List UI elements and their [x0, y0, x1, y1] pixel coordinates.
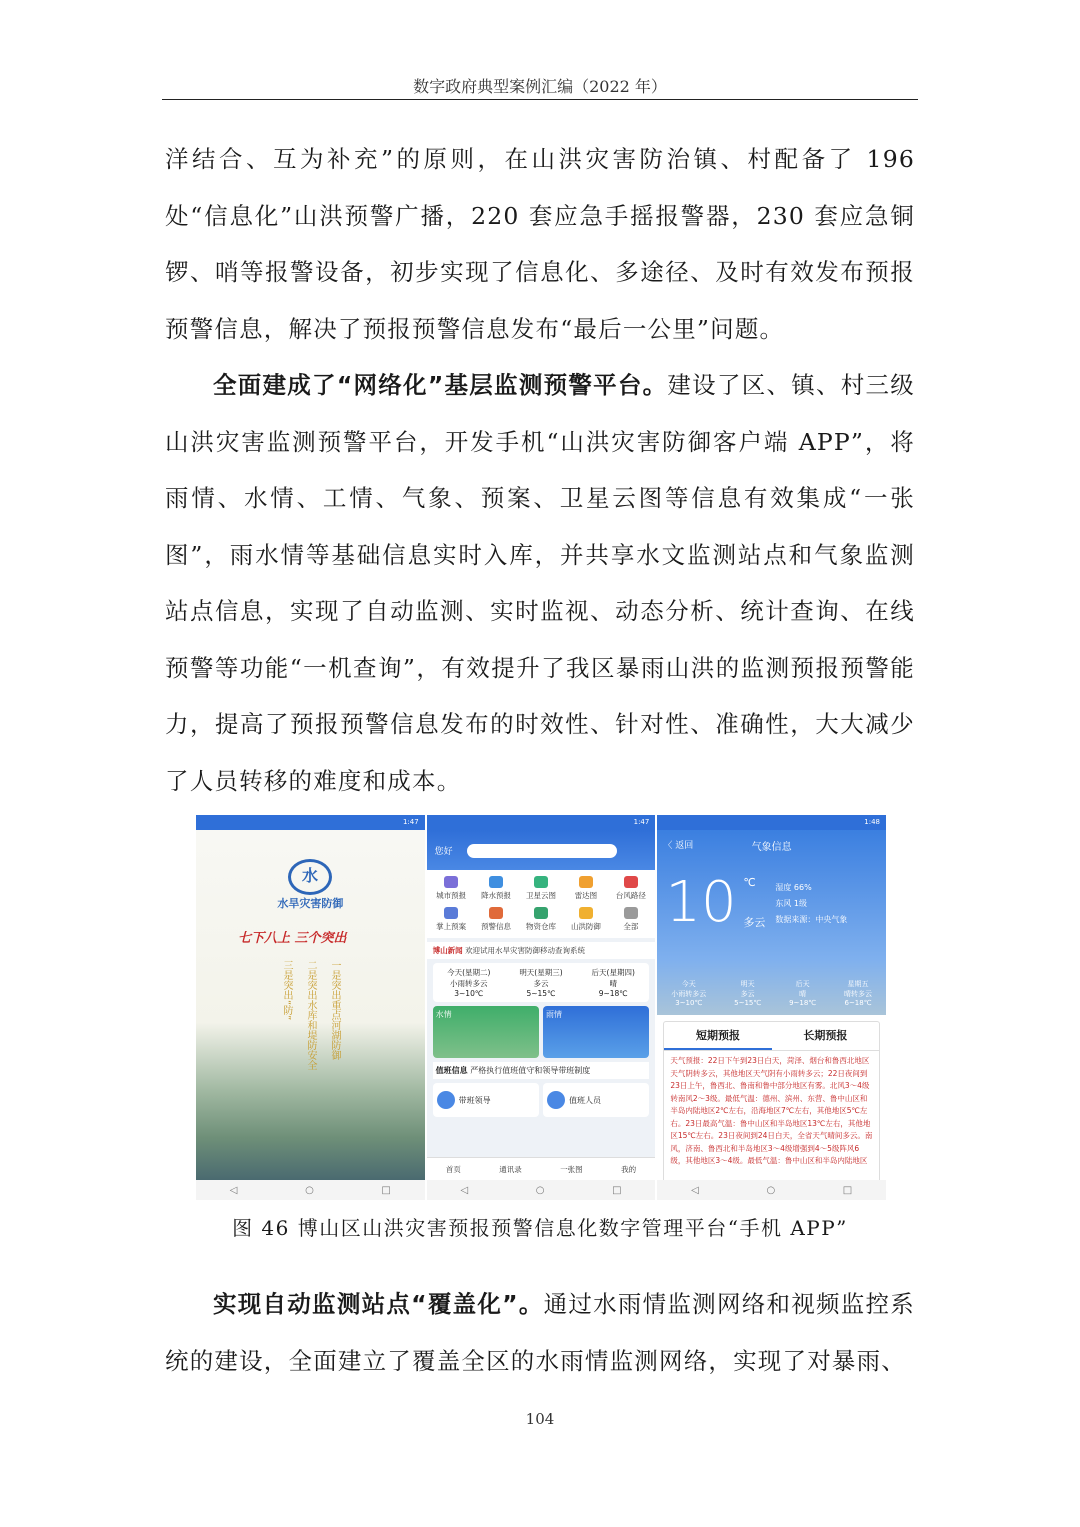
slogan: 七下八上 三个突出	[238, 931, 347, 946]
agency-logo-icon: 水	[288, 859, 332, 895]
paragraph-3-lead: 实现自动监测站点“覆盖化”。	[213, 1290, 544, 1318]
header-divider	[162, 99, 918, 100]
satellite-icon	[534, 876, 548, 888]
running-header: 数字政府典型案例汇编（2022 年）	[413, 77, 667, 96]
system-nav-bar	[196, 1180, 425, 1200]
search-input[interactable]	[467, 844, 617, 858]
paragraph-1: 洋结合、互为补充”的原则，在山洪灾害防治镇、村配备了 196 处“信息化”山洪预警广播，220 套应急手摇报警器，230 套应急铜锣、哨等报警设备，初步实现了信息化、多途径、及时有效发布预报预警信息，解决了预报预警信息发布“最后一公里”问题。	[165, 145, 915, 343]
forecast-day: 星期五 晴转多云 6~18℃	[844, 980, 873, 1007]
tile-warnings[interactable]: 预警信息	[474, 907, 519, 932]
home-nav-icon[interactable]: ○	[535, 1184, 545, 1196]
tab-long-term[interactable]: 长期预报	[803, 1029, 848, 1042]
news-ticker[interactable]: 博山新闻 欢迎试用水旱灾害防御移动查询系统	[427, 942, 656, 959]
weather-meta: 湿度 66% 东风 1级 数据来源：中央气象	[775, 883, 848, 924]
recent-nav-icon[interactable]: □	[381, 1184, 391, 1196]
screen-title: 气象信息	[751, 842, 792, 853]
forecast-tabs	[663, 1021, 880, 1051]
system-nav-bar	[427, 1180, 656, 1200]
phone-splash-screen	[196, 815, 425, 1200]
status-bar: 1:47	[196, 815, 425, 830]
greeting: 您好	[434, 847, 453, 857]
current-condition: 多云	[743, 916, 766, 929]
paragraph-3-body: 通过水雨情监测网络和视频监控系统的建设，全面建立了覆盖全区的水雨情监测网络，实现了对暴雨、	[165, 1290, 915, 1375]
weather-day: 今天(星期二) 小雨转多云 3~10℃	[447, 968, 491, 998]
grid-icon	[624, 907, 638, 919]
slogan-column-1: 一是突出重点河湖防御	[329, 960, 340, 1060]
forecast-day: 后天 晴 9~18℃	[789, 980, 817, 1007]
forecast-day: 明天 多云 5~15℃	[734, 980, 762, 1007]
paragraph-2	[165, 357, 915, 809]
tab-home[interactable]: 首页	[445, 1164, 461, 1174]
tab-short-term[interactable]: 短期预报	[664, 1022, 771, 1050]
duty-people	[433, 1083, 650, 1117]
typhoon-icon	[624, 876, 638, 888]
weather-day: 后天(星期四) 晴 9~18℃	[591, 968, 635, 998]
tab-map[interactable]: 一张图	[560, 1164, 583, 1174]
current-temperature: 10	[665, 870, 737, 935]
staff-card[interactable]: 值班人员	[543, 1083, 649, 1117]
tile-flood-defense[interactable]: 山洪防御	[563, 907, 608, 932]
tile-rain-forecast[interactable]: 降水预报	[474, 876, 519, 901]
status-bar: 1:47	[427, 815, 656, 830]
app-screenshots-figure	[196, 815, 886, 1200]
city-icon	[444, 876, 458, 888]
umbrella-icon	[489, 876, 503, 888]
tile-radar[interactable]: 雷达图	[563, 876, 608, 901]
slogan-column-3: 三是突出“防”	[281, 960, 292, 1021]
warehouse-icon	[534, 907, 548, 919]
recent-nav-icon[interactable]: □	[612, 1184, 622, 1196]
status-cards	[433, 1006, 650, 1058]
figure-caption: 图 46 博山区山洪灾害预报预警信息化数字管理平台“手机 APP”	[232, 1216, 848, 1240]
avatar-icon	[547, 1091, 565, 1109]
tile-city-forecast[interactable]: 城市预报	[429, 876, 474, 901]
brand-name: 水旱灾害防御	[277, 897, 344, 910]
tile-plans[interactable]: 掌上预案	[429, 907, 474, 932]
forecast-day: 今天 小雨转多云 3~10℃	[671, 980, 707, 1007]
radar-icon	[579, 876, 593, 888]
app-tab-bar	[427, 1157, 656, 1180]
water-card[interactable]: 水情	[433, 1006, 539, 1058]
back-nav-icon[interactable]: ◁	[229, 1184, 238, 1196]
phone-weather-screen	[657, 815, 886, 1200]
paragraph-2-lead: 全面建成了“网络化”基层监测预警平台。	[213, 371, 668, 399]
paragraph-2-body: 建设了区、镇、村三级山洪灾害监测预警平台，开发手机“山洪灾害防御客户端 APP”，将雨情、水情、工情、气象、预案、卫星云图等信息有效集成“一张图”，雨水情等基础信息实时入库，并共享水文监测站点和气象监测站点信息，实现了自动监测、实时监视、动态分析、统计查询、在线预警等功能“一机查询”，有效提升了我区暴雨山洪的监测预报预警能力，提高了预报预警信息发布的时效性、针对性、准确性，大大减少了人员转移的难度和成本。	[165, 371, 915, 795]
paragraph-3	[165, 1276, 915, 1389]
recent-nav-icon[interactable]: □	[842, 1184, 853, 1196]
phone-home-screen	[427, 815, 656, 1200]
status-bar: 1:48	[657, 815, 886, 830]
weather-panel	[657, 830, 886, 1015]
tab-me[interactable]: 我的	[621, 1164, 637, 1174]
tile-satellite[interactable]: 卫星云图	[519, 876, 564, 901]
tab-contacts[interactable]: 通讯录	[499, 1164, 522, 1174]
weather-strip	[433, 963, 650, 1002]
home-header	[427, 830, 656, 870]
home-nav-icon[interactable]: ○	[766, 1184, 776, 1196]
tile-warehouse[interactable]: 物资仓库	[519, 907, 564, 932]
mountain-icon	[579, 907, 593, 919]
avatar-icon	[437, 1091, 455, 1109]
leader-card[interactable]: 带班领导	[433, 1083, 539, 1117]
duty-info: 值班信息 严格执行值班值守和领导带班制度	[433, 1062, 650, 1079]
warning-icon	[489, 907, 503, 919]
plan-icon	[444, 907, 458, 919]
back-nav-icon[interactable]: ◁	[460, 1184, 469, 1196]
slogan-column-2: 二是突出水库和堤防安全	[305, 960, 316, 1070]
temperature-unit: ℃	[743, 876, 756, 889]
tile-typhoon[interactable]: 台风路径	[608, 876, 653, 901]
function-grid	[427, 870, 656, 938]
home-nav-icon[interactable]: ○	[305, 1184, 314, 1196]
daily-forecast	[657, 979, 886, 1007]
weather-day: 明天(星期三) 多云 5~15℃	[519, 968, 563, 998]
tile-all[interactable]: 全部	[608, 907, 653, 932]
forecast-text: 天气预报：22日下午到23日白天，菏泽、烟台和鲁西北地区天气阴转多云，其他地区天气阴有小雨转多云；22日夜间到23日上午，鲁西北、鲁南和鲁中部分地区有雾。北风3～4级转南风2～3级。最低气温：德州、滨州、东营、鲁中山区和半岛内陆地区2℃左右，沿海地区7℃左右，其他地区5℃左右。23日最高气温：鲁中山区和半岛地区13℃左右，其他地区15℃左右。23日夜间到24日白天，全省天气晴间多云。南风，济南、鲁西北和半岛地区3～4级增强到4～5级阵风6级，其他地区3～4级。最低气温：鲁中山区和半岛内陆地区	[663, 1051, 880, 1200]
back-button[interactable]: 〈 返回	[663, 841, 694, 851]
rain-card[interactable]: 雨情	[543, 1006, 649, 1058]
back-nav-icon[interactable]: ◁	[691, 1184, 699, 1196]
page-number: 104	[525, 1410, 555, 1428]
system-nav-bar	[657, 1180, 886, 1200]
